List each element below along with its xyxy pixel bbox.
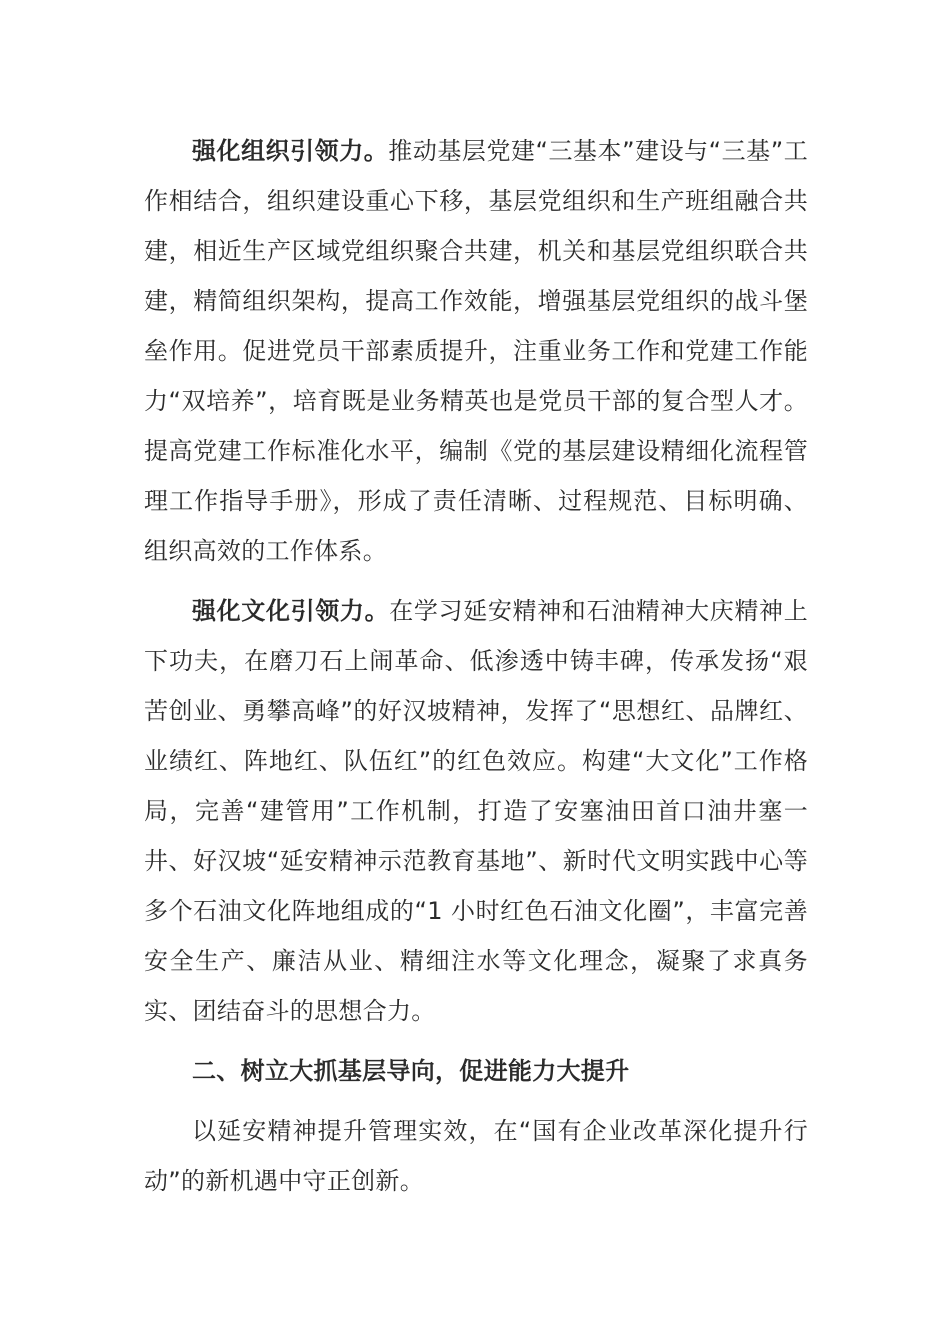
paragraph-text: 推动基层党建“三基本”建设与“三基”工作相结合，组织建设重心下移，基层党组织和生产班组融合共建，相近生产区域党组织聚合共建，机关和基层党组织联合共建，精简组织架构，提高工作效能，增强基层党组织的战斗堡垒作用。促进党员干部素质提升，注重业务工作和党建工作能力“双培养”，培育既是业务精英也是党员干部的复合型人才。提高党建工作标准化水平，编制《党的基层建设精细化流程管理工作指导手册》，形成了责任清晰、过程规范、目标明确、组织高效的工作体系。 bbox=[144, 137, 808, 565]
paragraph-text: 在学习延安精神和石油精神大庆精神上下功夫，在磨刀石上闹革命、低渗透中铸丰碑，传承发扬“艰苦创业、勇攀高峰”的好汉坡精神，发挥了“思想红、品牌红、业绩红、阵地红、队伍红”的红色效应。构建“大文化”工作格局，完善“建管用”工作机制，打造了安塞油田首口油井塞一井、好汉坡“延安精神示范教育基地”、新时代文明实践中心等多个石油文化阵地组成的“1 小时红色石油文化圈”，丰富完善安全生产、廉洁从业、精细注水等文化理念，凝聚了求真务实、团结奋斗的思想合力。 bbox=[144, 597, 808, 1025]
section-heading: 二、树立大抓基层导向，促进能力大提升 bbox=[192, 1057, 630, 1085]
paragraph-organization-leadership bbox=[144, 126, 808, 576]
closing-paragraph: 以延安精神提升管理实效，在“国有企业改革深化提升行动”的新机遇中守正创新。 bbox=[144, 1117, 808, 1195]
paragraph-lead: 强化文化引领力。 bbox=[192, 597, 390, 625]
document-body bbox=[144, 126, 808, 1206]
paragraph-culture-leadership bbox=[144, 586, 808, 1036]
paragraph-lead: 强化组织引领力。 bbox=[192, 137, 389, 165]
